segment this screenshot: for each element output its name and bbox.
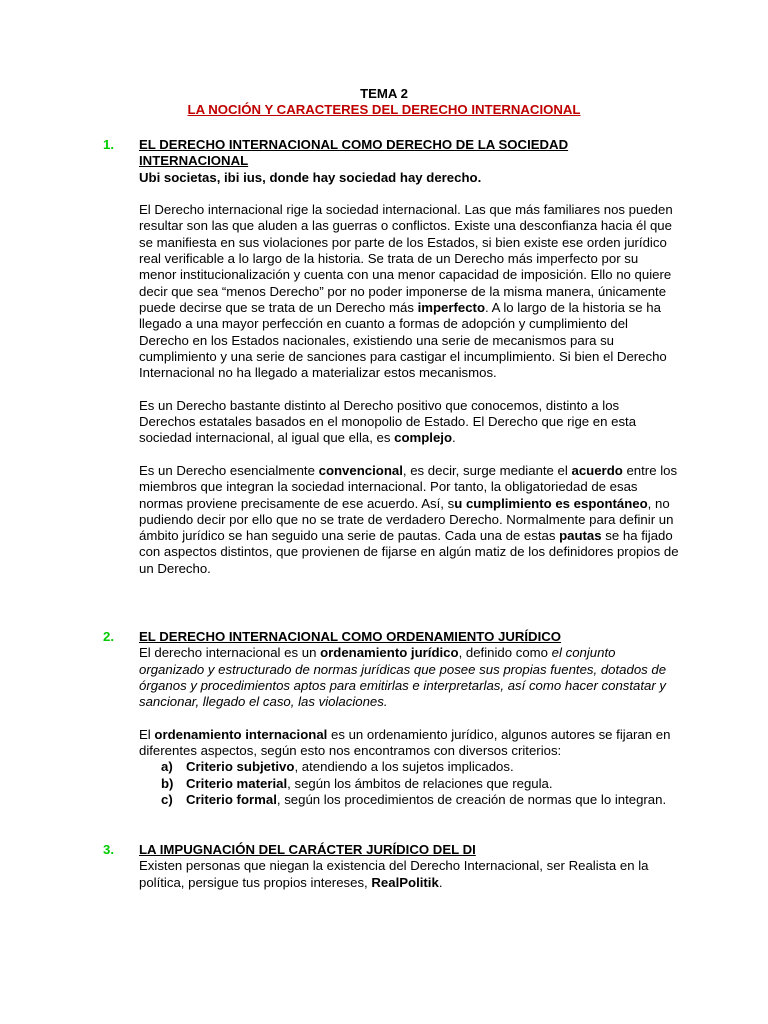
text-run: Es un Derecho bastante distinto al Derecho positivo que conocemos, distinto a los Derechos estatales basados en el monopolio de Estado. El Derecho que rige en esta sociedad internacional, al igual que ella, es [139, 397, 637, 446]
section-2-heading: EL DERECHO INTERNACIONAL COMO ORDENAMIENTO JURÍDICO [139, 629, 562, 644]
section-1-heading-line1: EL DERECHO INTERNACIONAL COMO DERECHO DE LA SOCIEDAD [139, 137, 569, 152]
text-run: es un ordenamiento jurídico, algunos autores se fijaran en diferentes aspectos, según esto nos encontramos con diversos criterios: [139, 726, 671, 759]
section-3 [103, 842, 679, 891]
motto-text: Ubi societas, ibi ius, donde hay sociedad hay derecho. [139, 169, 482, 185]
list-item-term: Criterio subjetivo [186, 759, 295, 775]
list-item-label: a) [161, 759, 173, 775]
section-3-paragraph-1 [139, 858, 679, 891]
text-run: . [438, 874, 443, 890]
list-item [161, 759, 679, 775]
section-3-number: 3. [103, 842, 114, 857]
bold-run: RealPolitik [371, 874, 439, 890]
list-item-text: , según los ámbitos de relaciones que regula. [287, 775, 553, 791]
list-item-term: Criterio material [186, 775, 288, 791]
section-1-paragraph-3 [139, 463, 679, 577]
text-run: El derecho internacional es un [139, 645, 321, 661]
list-item-text: , atendiendo a los sujetos implicados. [294, 759, 514, 775]
text-run: . [452, 430, 456, 446]
list-item [161, 775, 679, 792]
section-1-heading [139, 137, 679, 170]
list-item-label: c) [161, 791, 173, 807]
text-run: , no pudiendo decir por ello que no se trate de verdadero Derecho. Normalmente para definir un ámbito jurídico se han seguido una serie de pautas. Cada una de estas [139, 495, 674, 544]
text-run: Es un Derecho esencialmente [139, 462, 319, 478]
section-2-number: 2. [103, 629, 114, 644]
bold-run: acuerdo [571, 462, 623, 478]
list-item [161, 791, 679, 808]
text-run: se ha fijado con aspectos distintos, que provienen de fijarse en algún matiz de los definidores propios de un Derecho. [139, 528, 679, 576]
list-item-term: Criterio formal [186, 791, 277, 807]
title-block [0, 86, 768, 119]
bold-run: complejo [394, 430, 453, 446]
section-1-paragraph-1 [139, 202, 679, 381]
text-run: El [139, 726, 155, 742]
bold-run: u cumplimiento es espontáneo [454, 495, 648, 511]
section-2-paragraph-1 [139, 645, 679, 710]
bold-run: ordenamiento internacional [154, 726, 328, 742]
italic-run: el conjunto organizado y estructurado de normas jurídicas que posee sus propias fuentes, dotados de órganos y procedimientos aptos para emitirlas e interpretarlas, así como hacer constatar y sancionar, llegado el caso, las violaciones. [139, 645, 667, 710]
section-1-number: 1. [103, 137, 114, 152]
text-run: , es decir, surge mediante el [402, 462, 572, 478]
text-run: El Derecho internacional rige la sociedad internacional. Las que más familiares nos pueden resultar son las que aluden a las guerras o conflictos. Existe una desconfianza hacia él que se manifiesta en sus violaciones por parte de los Estados, si bien existe ese orden jurídico real verificable a lo largo de la historia. Se trata de un Derecho más imperfecto por su menor institucionalización y cuenta con una menor capacidad de imposición. Ello no quiere decir que sea “menos Derecho” por no poder imponerse de la misma manera, únicamente puede decirse que se trata de un Derecho más [139, 202, 673, 315]
section-2 [103, 629, 679, 808]
text-run: , definido como [458, 645, 552, 661]
list-item-label: b) [161, 775, 174, 791]
section-3-heading: LA IMPUGNACIÓN DEL CARÁCTER JURÍDICO DEL DI [139, 842, 476, 857]
list-item-text: , según los procedimientos de creación de normas que lo integran. [276, 791, 667, 807]
bold-run: convencional [318, 462, 403, 478]
section-2-paragraph-2 [139, 727, 679, 760]
text-run: entre los miembros que integran la sociedad internacional. Por tanto, la obligatoriedad de esas normas proviene precisamente de ese acuerdo. Así, s [139, 462, 678, 511]
section-1-heading-line2: INTERNACIONAL [139, 153, 249, 169]
section-1 [103, 137, 679, 577]
text-run: Existen personas que niegan la existencia del Derecho Internacional, ser Realista en la política, persigue tus propios intereses, [139, 858, 649, 890]
criteria-list [139, 759, 679, 808]
text-run: . A lo largo de la historia se ha llegado a una mayor perfección en cuanto a formas de adopción y cumplimiento del Derecho en los Estados nacionales, existiendo una serie de mecanismos para su cumplimiento y una serie de sanciones para castigar el incumplimiento. Si bien el Derecho Internacional no ha llegado a materializar estos mecanismos. [139, 299, 667, 381]
bold-run: imperfecto [417, 299, 485, 315]
bold-run: pautas [559, 528, 602, 544]
document-subtitle: LA NOCIÓN Y CARACTERES DEL DERECHO INTERNACIONAL [187, 102, 581, 118]
document-tema: TEMA 2 [360, 86, 408, 101]
section-1-paragraph-2 [139, 398, 679, 447]
section-1-motto [139, 170, 679, 186]
bold-run: ordenamiento jurídico [320, 645, 459, 661]
